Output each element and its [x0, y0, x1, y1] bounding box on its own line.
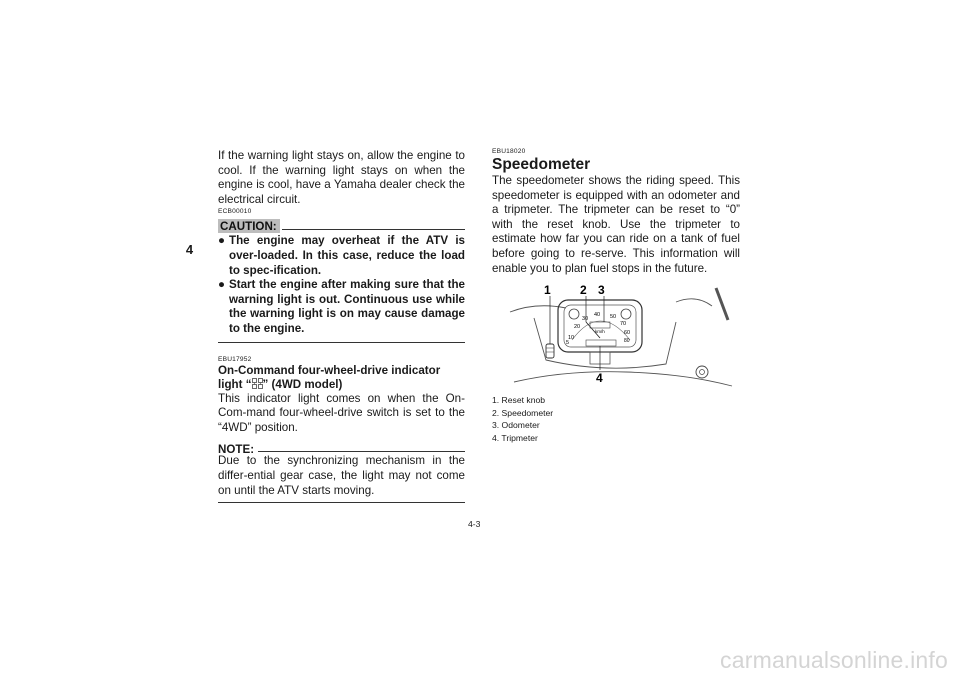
page-number: 4-3 [468, 519, 481, 529]
dial-number: 70 [620, 321, 627, 328]
reset-knob [546, 344, 554, 358]
dial-number: 60 [624, 330, 631, 337]
dial-number: 5 [566, 340, 570, 347]
caution-item: ● Start the engine after making sure that the warning light is out. Continuous use while the warning light is on may cause damage to the engine. [218, 278, 465, 335]
legend-item: 2. Speedometer [492, 407, 554, 418]
section-code: EBU17952 [218, 355, 252, 363]
intro-paragraph: If the warning light stays on, allow the engine to cool. If the warning light stays on when the engine is cool, have a Yamaha dealer check the electrical circuit. [218, 149, 465, 206]
dash-panel [534, 318, 676, 368]
dial-number: 20 [574, 324, 581, 331]
indicator-lamp [621, 309, 631, 319]
bolt-center [700, 370, 705, 375]
4wd-indicator-icon [252, 378, 263, 389]
note-rule [258, 451, 465, 452]
figure-legend [492, 394, 740, 444]
legend-item: 3. Odometer [492, 420, 540, 431]
legend-item: 4. Tripmeter [492, 432, 538, 443]
caution-item: ● The engine may overheat if the ATV is over-loaded. In this case, reduce the load to spec-ification. [218, 234, 465, 277]
odometer-window [590, 322, 610, 328]
section-heading: On-Command four-wheel-drive indicator light “ ” (4WD model) [218, 363, 441, 391]
tripmeter-window [586, 340, 616, 346]
callout-number: 2 [580, 283, 587, 298]
left-column [218, 149, 465, 503]
speedometer-description: The speedometer shows the riding speed. This speedometer is equipped with an odometer and a tripmeter. The tripmeter can be reset to “0” with the reset knob. Use the tripmeter to estimate how far you can ride on a tank of fuel before going to re-serve. This information will enable you to plan fuel stops in the future. [492, 174, 740, 275]
fender-outline [514, 372, 732, 386]
note-end-rule [218, 502, 465, 503]
right-column [492, 148, 740, 444]
callout-number: 1 [544, 283, 551, 298]
section-code: EBU18020 [492, 148, 526, 155]
dial-number: 40 [594, 312, 601, 319]
note-label: NOTE: [218, 443, 255, 457]
dial-number: 10 [568, 335, 575, 342]
callout-number: 4 [596, 371, 603, 386]
bolt-icon [696, 366, 708, 378]
speedometer-figure [506, 282, 736, 392]
caution-list [218, 234, 465, 336]
caution-rule [282, 229, 465, 230]
dial-number: 80 [624, 338, 630, 345]
dial-number: 50 [610, 314, 617, 321]
caution-code: ECB00010 [218, 208, 252, 216]
grip-outline [716, 288, 728, 320]
indicator-description: This indicator light comes on when the On-Com-mand four-wheel-drive switch is set to the “4WD” position. [218, 391, 465, 434]
indicator-lamp [569, 309, 579, 319]
caution-header [218, 217, 465, 232]
section-tab: 4 [185, 242, 194, 257]
dial-number: 30 [582, 316, 589, 323]
caution-end-rule [218, 342, 465, 343]
speedometer-heading: Speedometer [492, 156, 591, 173]
legend-item: 1. Reset knob [492, 395, 546, 406]
meter-housing [558, 300, 642, 352]
note-header [218, 440, 465, 457]
watermark: carmanualsonline.info [720, 647, 948, 673]
bullet-icon: ● [218, 234, 226, 248]
handle-outline [676, 299, 712, 306]
bullet-icon: ● [218, 278, 226, 292]
grip-outline [722, 286, 734, 318]
callout-number: 3 [598, 283, 605, 298]
caution-label: CAUTION: [218, 219, 280, 233]
note-text: Due to the synchronizing mechanism in the differ-ential gear case, the light may not come on until the ATV starts moving. [218, 454, 465, 497]
unit-label: km/h [595, 329, 605, 335]
